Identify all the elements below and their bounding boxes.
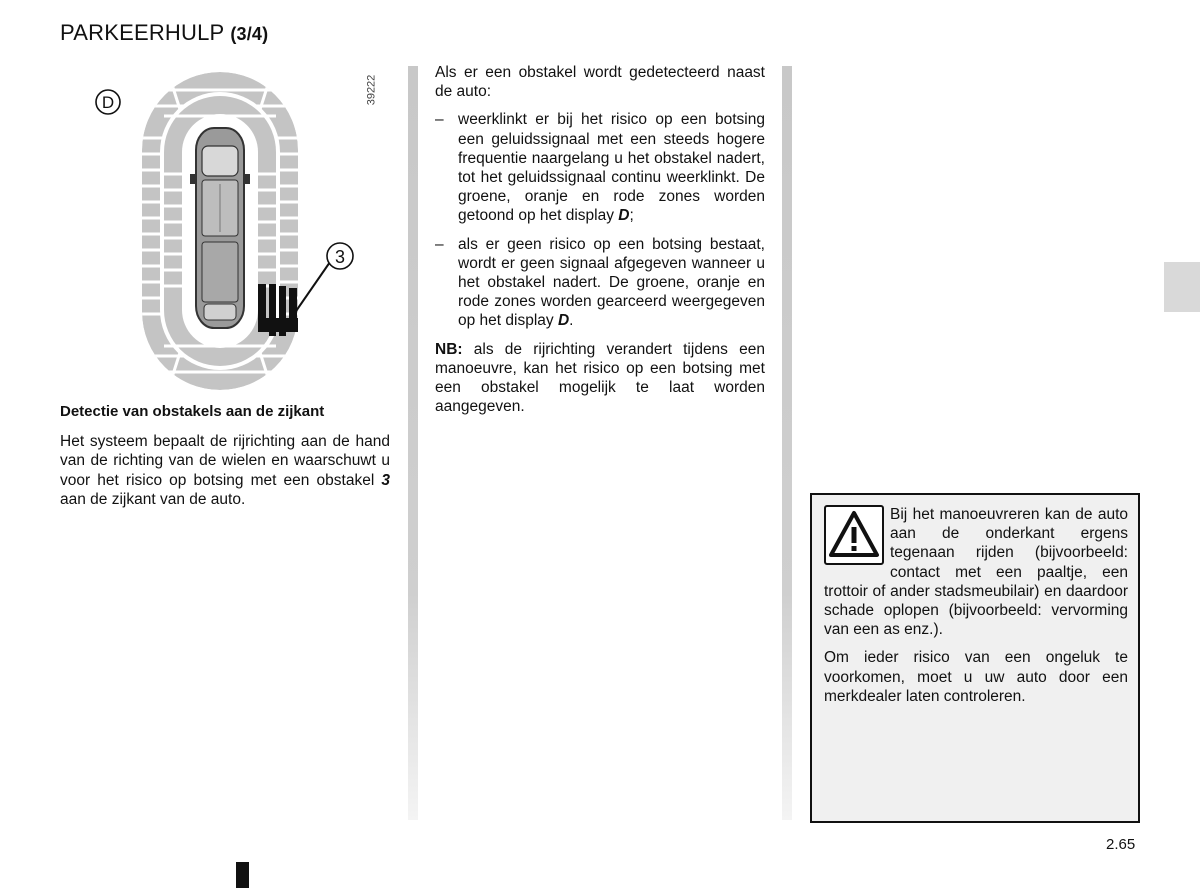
obstacle-ref: 3 bbox=[381, 471, 390, 489]
figure-code bbox=[365, 72, 384, 112]
parking-sensor-display-figure bbox=[60, 66, 390, 396]
list-item-text: als er geen risico op een botsing bestaat, wordt er geen signaal afgegeven wanneer u het obstakel nadert. De groene, oranje en rode zones worden gearceerd weergegeven op het display bbox=[458, 235, 765, 330]
car-top-view bbox=[190, 128, 250, 328]
display-ref: D bbox=[557, 312, 570, 330]
note-label: NB: bbox=[435, 340, 463, 358]
list-item-end: . bbox=[569, 312, 574, 330]
note-text: als de rijrichting verandert tijdens een manoeuvre, kan het risico op een botsing met een obstakel mogelijk te laat worden aangegeven. bbox=[435, 340, 765, 416]
column-divider-left bbox=[408, 66, 418, 820]
note-paragraph bbox=[435, 340, 765, 417]
section-tab-marker bbox=[1164, 262, 1200, 312]
page-number: 2.65 bbox=[1106, 836, 1136, 853]
middle-column bbox=[435, 63, 765, 425]
obstacle-3-label bbox=[327, 243, 353, 269]
list-item bbox=[435, 235, 765, 331]
left-paragraph-text: Het systeem bepaalt de rijrichting aan de hand van de richting van de wielen en waarschuwt u voor het risico op botsing met een obstakel bbox=[60, 433, 390, 489]
list-item-end: ; bbox=[629, 207, 634, 225]
figure-code-text: 39222 bbox=[365, 74, 378, 106]
warning-paragraph-2: Om ieder risico van een ongeluk te voorkomen, moet u uw auto door een merkdealer laten controleren. bbox=[824, 649, 1128, 705]
callout-leader-line bbox=[294, 262, 330, 314]
condition-list bbox=[435, 110, 765, 330]
display-ref: D bbox=[618, 207, 630, 225]
intro-paragraph: Als er een obstakel wordt gedetecteerd naast de auto: bbox=[435, 64, 765, 101]
list-item bbox=[435, 110, 765, 225]
warning-box bbox=[810, 493, 1140, 823]
page-title bbox=[60, 20, 268, 46]
left-paragraph bbox=[60, 432, 390, 509]
left-paragraph-end: aan de zijkant van de auto. bbox=[60, 490, 246, 508]
warning-text bbox=[824, 505, 1128, 715]
list-dash: – bbox=[435, 111, 444, 129]
list-dash: – bbox=[435, 235, 444, 253]
warning-paragraph-1: Bij het manoeuvreren kan de auto aan de onderkant ergens tegenaan rijden (bijvoorbeeld: contact met een paaltje, een trottoir of ander stadsmeubilair) en daardoor schade oplopen (bijvoorbeeld: vervorming van een as enz.). bbox=[824, 506, 1128, 639]
page-title-text: PARKEERHULP bbox=[60, 20, 224, 45]
print-crop-mark bbox=[236, 862, 249, 888]
display-d-label-text: D bbox=[101, 93, 115, 112]
page-title-suffix: (3/4) bbox=[230, 24, 269, 44]
left-column bbox=[60, 402, 390, 518]
display-d-label bbox=[96, 90, 120, 114]
column-divider-right bbox=[782, 66, 792, 820]
section-heading: Detectie van obstakels aan de zijkant bbox=[60, 403, 325, 420]
obstacle-3-label-text: 3 bbox=[334, 247, 346, 267]
list-item-text: weerklinkt er bij het risico op een botsing een geluidssignaal met een steeds hogere frequentie naargelang u het obstakel nadert, tot het geluidssignaal continu weerklinkt. De groene, oranje en rode zones worden getoond op het display bbox=[458, 111, 765, 225]
